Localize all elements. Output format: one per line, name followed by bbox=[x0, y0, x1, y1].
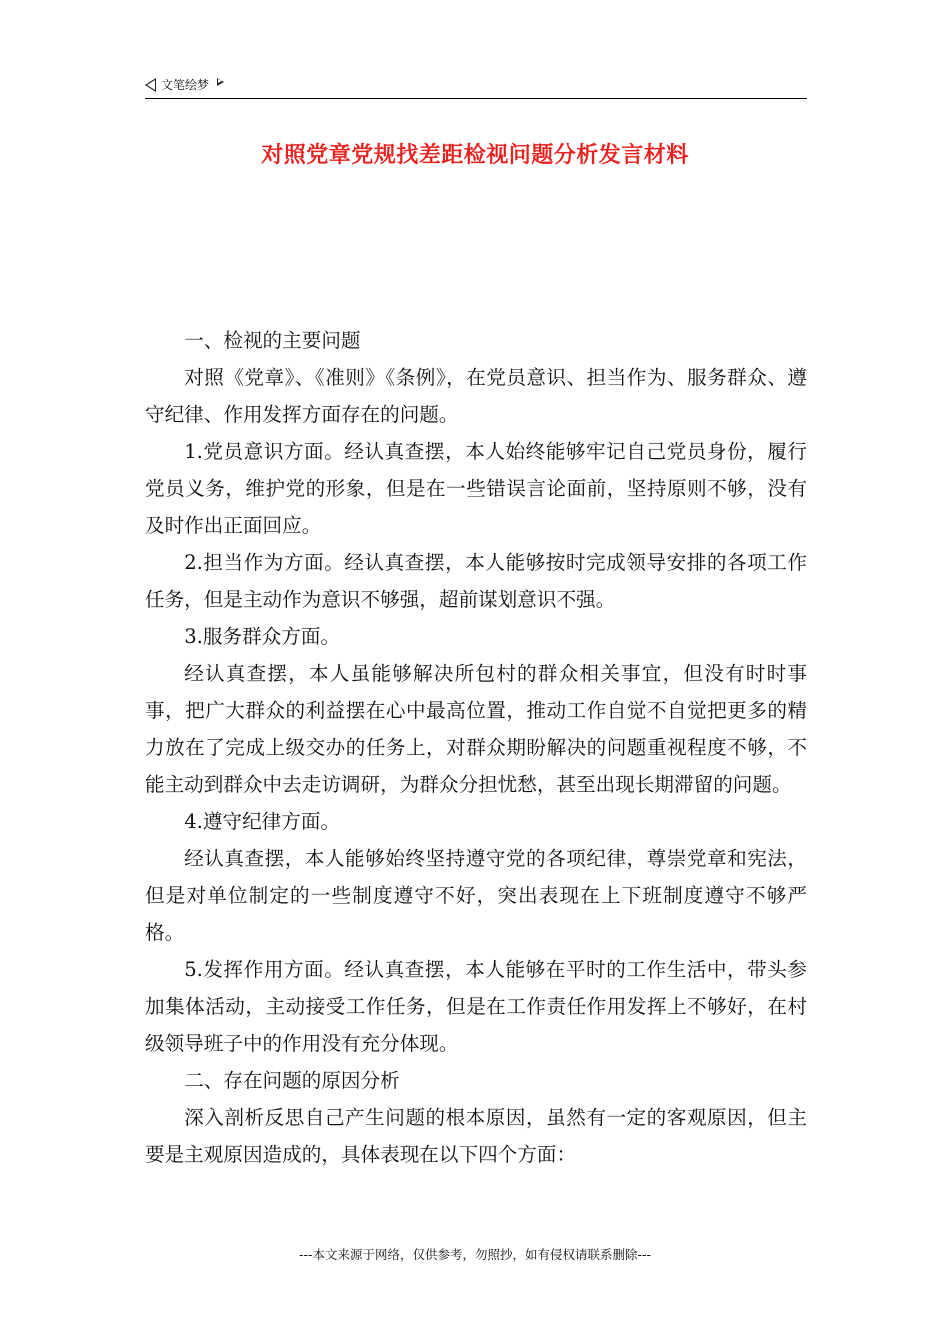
page-footer: ---本文来源于网络，仅供参考，勿照抄，如有侵权请联系删除--- bbox=[298, 1247, 652, 1262]
paragraph: 5.发挥作用方面。经认真查摆，本人能够在平时的工作生活中，带头参加集体活动，主动接受工作任务，但是在工作责任作用发挥上不够好，在村级领导班子中的作用没有充分体现。 bbox=[145, 958, 807, 1055]
paragraph: 对照《党章》、《准则》《条例》，在党员意识、担当作为、服务群众、遵守纪律、作用发挥方面存在的问题。 bbox=[145, 366, 807, 426]
paragraph: 1.党员意识方面。经认真查摆，本人始终能够牢记自己党员身份，履行党员义务，维护党的形象，但是在一些错误言论面前，坚持原则不够，没有及时作出正面回应。 bbox=[145, 440, 807, 537]
document-body bbox=[145, 322, 807, 1173]
brand bbox=[145, 76, 224, 93]
paragraph: 4.遵守纪律方面。 bbox=[184, 810, 341, 833]
document-title: 对照党章党规找差距检视问题分析发言材料 bbox=[261, 143, 689, 168]
section-heading-2: 二、存在问题的原因分析 bbox=[184, 1069, 400, 1092]
brand-name: 文笔绘梦 bbox=[161, 78, 210, 92]
paragraph: 经认真查摆，本人能够始终坚持遵守党的各项纪律，尊崇党章和宪法，但是对单位制定的一些制度遵守不好，突出表现在上下班制度遵守不够严格。 bbox=[145, 847, 807, 944]
paragraph: 2.担当作为方面。经认真查摆，本人能够按时完成领导安排的各项工作任务，但是主动作为意识不够强，超前谋划意识不强。 bbox=[145, 551, 807, 611]
left-triangle-icon bbox=[145, 78, 156, 92]
paragraph: 3.服务群众方面。 bbox=[184, 625, 341, 648]
paragraph: 深入剖析反思自己产生问题的根本原因，虽然有一定的客观原因，但主要是主观原因造成的，具体表现在以下四个方面： bbox=[145, 1106, 807, 1166]
section-heading-1: 一、检视的主要问题 bbox=[184, 329, 361, 352]
page-header bbox=[145, 74, 807, 99]
paragraph: 经认真查摆，本人虽能够解决所包村的群众相关事宜，但没有时时事事，把广大群众的利益摆在心中最高位置，推动工作自觉不自觉把更多的精力放在了完成上级交办的任务上，对群众期盼解决的问题重视程度不够，不能主动到群众中去走访调研，为群众分担忧愁，甚至出现长期滞留的问题。 bbox=[145, 662, 807, 796]
right-triangle-icon bbox=[217, 78, 224, 86]
